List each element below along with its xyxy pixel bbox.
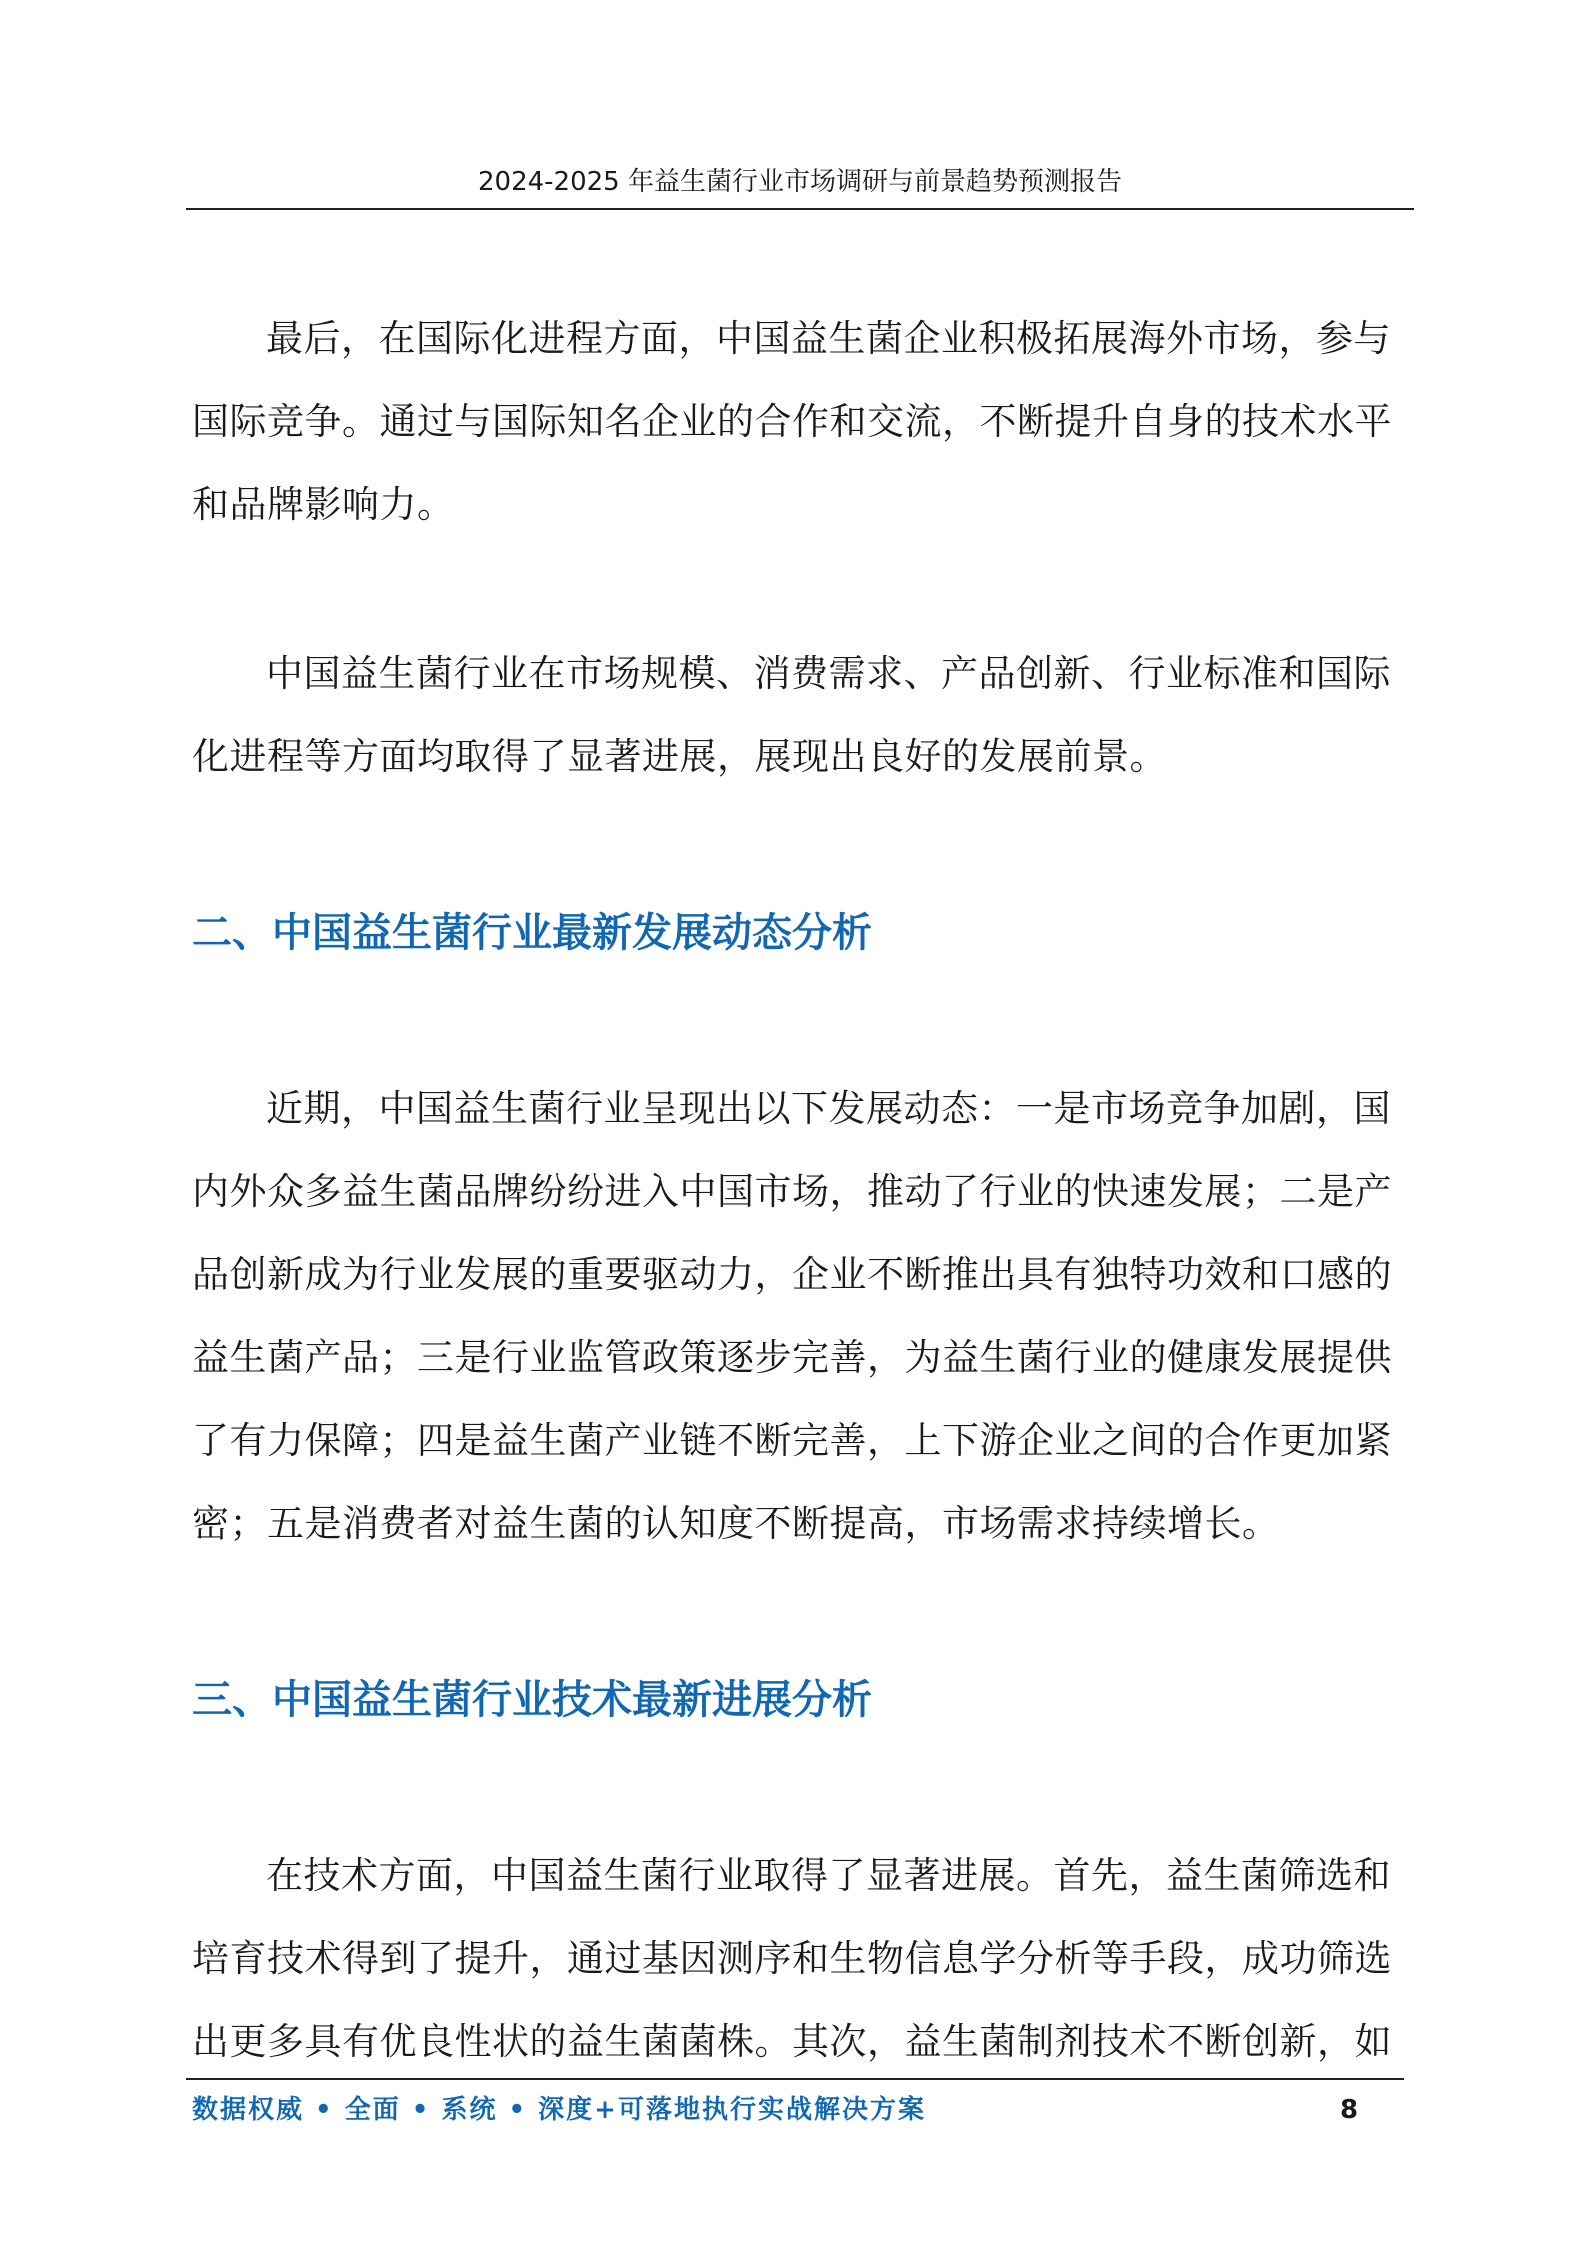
paragraph-latest-dynamics: 近期，中国益生菌行业呈现出以下发展动态：一是市场竞争加剧，国内外众多益生菌品牌纷纷进入中国市场，推动了行业的快速发展；二是产品创新成为行业发展的重要驱动力，企业不断推出具有独特功效和口感的益生菌产品；三是行业监管政策逐步完善，为益生菌行业的健康发展提供了有力保障；四是益生菌产业链不断完善，上下游企业之间的合作更加紧密；五是消费者对益生菌的认知度不断提高，市场需求持续增长。: [192, 1087, 1392, 1545]
page-header-title: 2024-2025 年益生菌行业市场调研与前景趋势预测报告: [478, 167, 1122, 197]
paragraph-internationalization: 最后，在国际化进程方面，中国益生菌企业积极拓展海外市场，参与国际竞争。通过与国际知名企业的合作和交流，不断提升自身的技术水平和品牌影响力。: [192, 317, 1392, 526]
paragraph-technology-progress: 在技术方面，中国益生菌行业取得了显著进展。首先，益生菌筛选和培育技术得到了提升，通过基因测序和生物信息学分析等手段，成功筛选出更多具有优良性状的益生菌菌株。其次，益生菌制剂技术不断创新，如: [192, 1854, 1392, 2063]
header-divider: [186, 208, 1414, 210]
section-heading-technology-progress: 三、中国益生菌行业技术最新进展分析: [192, 1677, 872, 1723]
page-number: 8: [1340, 2095, 1359, 2125]
footer-divider: [186, 2078, 1404, 2080]
section-heading-latest-dynamics: 二、中国益生菌行业最新发展动态分析: [192, 910, 872, 956]
footer-slogan: 数据权威 • 全面 • 系统 • 深度+可落地执行实战解决方案: [192, 2095, 926, 2125]
paragraph-summary: 中国益生菌行业在市场规模、消费需求、产品创新、行业标准和国际化进程等方面均取得了显著进展，展现出良好的发展前景。: [192, 652, 1391, 778]
